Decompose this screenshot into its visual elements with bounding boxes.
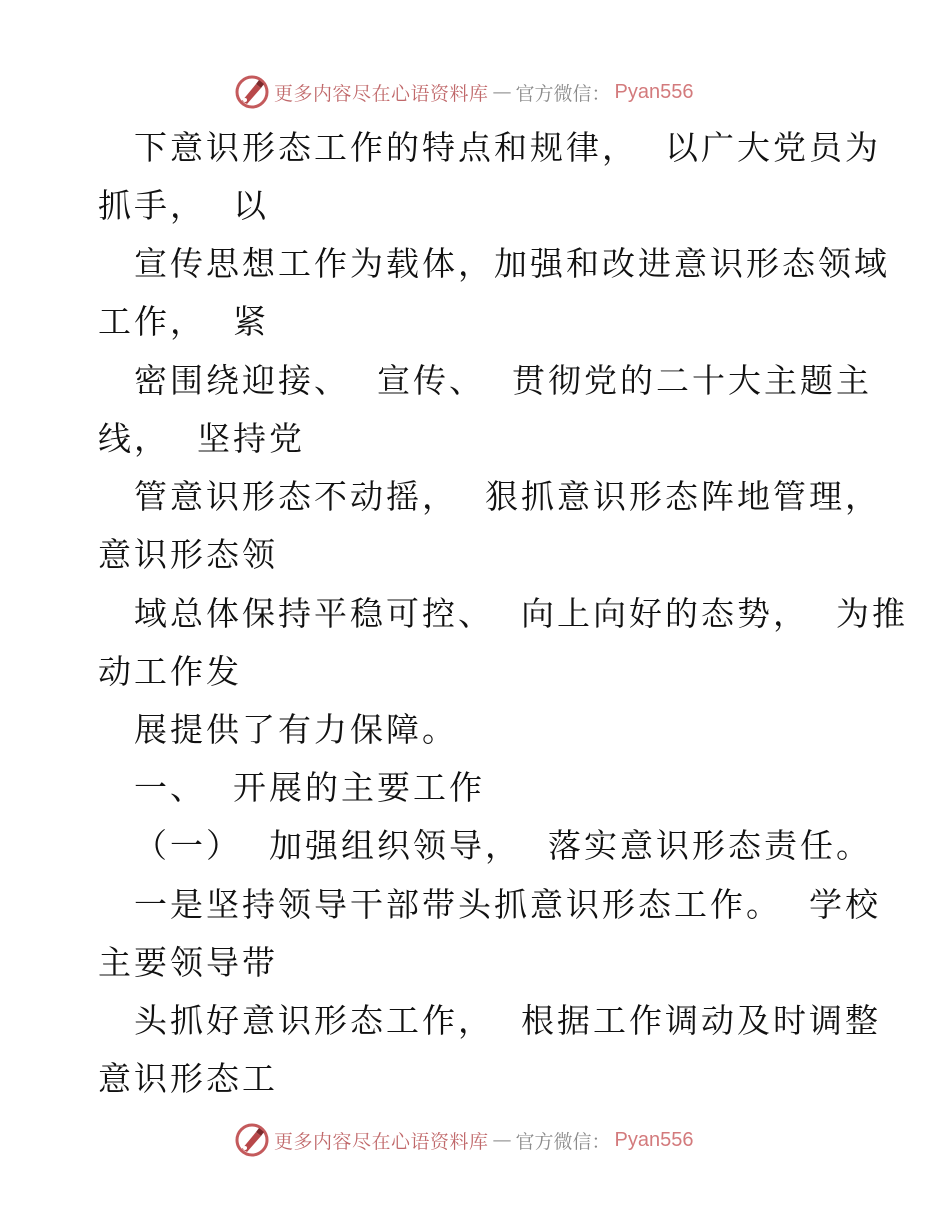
text-line: 抓手， 以 [98,186,269,225]
text-line: 域总体保持平稳可控、 向上向好的态势， 为推 [134,594,908,633]
text-line: 展提供了有力保障。 [134,710,458,749]
text-line: 头抓好意识形态工作， 根据工作调动及时调整 [134,1001,881,1040]
pen-logo-icon [234,1122,270,1158]
text-line: 线， 坚持党 [98,419,305,458]
watermark-dash: — [492,1129,512,1151]
text-line: 一是坚持领导干部带头抓意识形态工作。 学校 [134,885,881,924]
subsection-heading: （一） 加强组织领导， 落实意识形态责任。 [134,826,872,865]
text-line: 主要领导带 [98,943,278,982]
watermark-text: 更多内容尽在心语资料库 [274,82,489,105]
text-line: 管意识形态不动摇， 狠抓意识形态阵地管理， [134,477,881,516]
watermark-wechat-id: Pyan556 [614,1128,694,1151]
text-line: 意识形态领 [98,535,278,574]
text-line: 动工作发 [98,652,242,691]
text-line: 下意识形态工作的特点和规律， 以广大党员为 [134,128,881,167]
text-line: 工作， 紧 [98,302,269,341]
watermark-wechat-id: Pyan556 [614,80,694,103]
text-line: 意识形态工 [98,1059,278,1098]
text-line: 宣传思想工作为载体，加强和改进意识形态领域 [134,244,890,283]
watermark-text: 更多内容尽在心语资料库 [274,1130,489,1153]
text-line: 密围绕迎接、 宣传、 贯彻党的二十大主题主 [134,361,872,400]
watermark-dash: — [492,81,512,103]
watermark-wechat-label: 官方微信： [515,1130,611,1153]
footer-watermark [234,1120,694,1160]
section-heading: 一、 开展的主要工作 [134,768,485,807]
watermark-wechat-label: 官方微信： [515,82,611,105]
